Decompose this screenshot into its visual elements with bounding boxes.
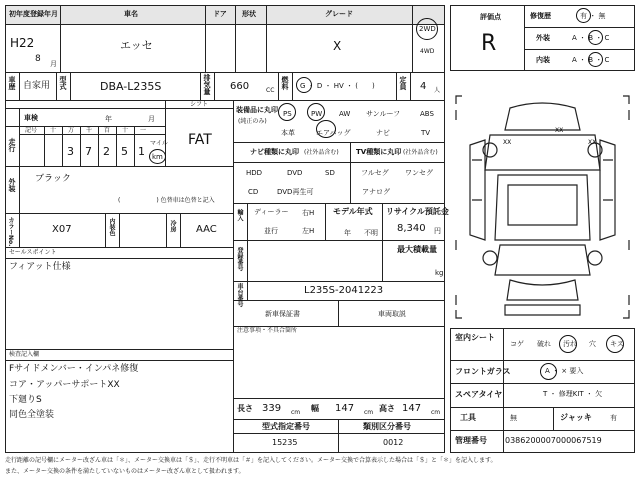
front-glass-label: フロントガラス [455, 367, 511, 376]
equipment-label: 装備品に丸印 [236, 106, 278, 114]
grade-label: グレード [325, 10, 353, 18]
unit-mile: マイル [150, 140, 168, 147]
car-name-value: エッセ [120, 39, 153, 52]
circle-exterior-b [588, 30, 603, 45]
drive-4wd: 4WD [420, 48, 435, 55]
digit-header-1: 十 [50, 127, 57, 134]
tv-sub: (社外品含む) [403, 149, 438, 156]
diagram-xx-2: XX [555, 127, 564, 134]
color-no-value: X07 [52, 224, 72, 235]
type-value: 15235 [272, 438, 298, 447]
length-label: 長さ [237, 404, 253, 413]
door-label: ドア [213, 10, 227, 18]
ext-color-label: 外装 [8, 178, 16, 192]
note-line-0: Fサイドメンバー・インパネ修復 [9, 364, 139, 374]
navi-cd: CD [248, 188, 259, 196]
notes-label: 注意事項・不具合箇所 [237, 327, 298, 334]
exterior-opts: A ・ B ・ C [572, 34, 610, 42]
circle-seat-stain [559, 335, 577, 353]
width-value: 147 [335, 403, 355, 414]
equip-airbag: エアバッグ [316, 129, 351, 137]
seat-opt-tear: 破れ [537, 340, 551, 348]
color-no-label: カラーNo. [7, 217, 14, 247]
equip-sunroof: サンルーフ [366, 110, 401, 118]
import-parallel: 並行 [264, 227, 278, 235]
circle-km [149, 149, 166, 164]
score-label: 評価点 [480, 13, 501, 21]
front-glass-opts: A ・ × 要入 [545, 367, 584, 375]
digit-value-3: 5 [121, 145, 128, 158]
tools-value: 無 [510, 414, 517, 422]
class-label: 類別区分番号 [363, 422, 411, 431]
score-value: R [481, 31, 497, 56]
fuel-label: 燃料 [281, 76, 289, 90]
seat-opt-hole: 穴 [589, 340, 596, 348]
person-unit: 人 [434, 87, 441, 94]
height-cm: cm [431, 409, 441, 416]
fuel-options: G ・ D ・ HV ・ ( ) [300, 82, 375, 90]
equip-tv: TV [421, 129, 431, 137]
interior-label: 内装 [536, 56, 550, 64]
digit-header-0: 記号 [25, 127, 38, 134]
length-cm: cm [291, 409, 301, 416]
circle-fuel-g [296, 77, 312, 93]
cooler-label: 冷房 [169, 220, 176, 232]
inspection-month: 月 [148, 115, 155, 123]
model-year-label: モデル年式 [333, 207, 373, 216]
shape-label: 形状 [242, 10, 256, 18]
dealer-label: 登録番号 [236, 247, 243, 271]
interior-color-label: 内装色 [108, 218, 115, 236]
tv-label: TV種類に丸印 [356, 148, 402, 156]
reg-label: 車歴 [8, 76, 16, 90]
shift-label: シフト [190, 101, 209, 108]
equip-abs: ABS [420, 110, 434, 118]
import-left: 左H [302, 227, 315, 235]
repair-label: 修復歴 [530, 12, 551, 20]
car-diagram [450, 90, 635, 326]
capacity-label: 定員 [399, 76, 407, 90]
equip-pw: PW [311, 110, 323, 118]
digit-value-2: 2 [103, 145, 110, 158]
ext-color-note: ( ) 色替車は色替と記入 [118, 197, 215, 204]
height-value: 147 [402, 403, 422, 414]
first-reg-label: 初年度登録年月 [9, 10, 58, 18]
diagram-xx-3: XX [588, 139, 597, 146]
cc-unit: CC [266, 87, 275, 94]
exterior-label: 外装 [536, 34, 550, 42]
digit-header-2: 万 [68, 127, 75, 134]
interior-opts: A ・ B ・ C [572, 56, 610, 64]
class-value: 0012 [383, 438, 404, 447]
note-line-2: 下廻りS [9, 395, 42, 405]
tv-fullseg: フルセグ [361, 169, 389, 177]
chassis-value: L235S-2041223 [304, 285, 384, 296]
recycle-yen: 円 [434, 227, 441, 235]
model-label: 型式 [59, 76, 67, 90]
equip-leather: 本革 [281, 129, 295, 137]
recycle-label: リサイクル預託金 [386, 207, 449, 216]
equip-ps: PS [283, 110, 292, 118]
first-reg-month: 8 [35, 54, 41, 64]
navi-dvd-play: DVD再生可 [277, 188, 314, 196]
length-value: 339 [262, 403, 282, 414]
spare-opts: T ・ 修理KIT ・ 欠 [543, 390, 603, 398]
footer-line-2: また、メーター交換の条件を満たしていないものはメーター改ざん車として扱われます。 [5, 468, 245, 475]
digit-value-4: 1 [138, 145, 145, 158]
digit-header-3: 千 [86, 127, 93, 134]
model-year-unit: 年 [344, 229, 351, 237]
digit-header-5: 十 [122, 127, 129, 134]
doc-manual: 車両取説 [378, 310, 406, 318]
ext-color-value: ブラック [35, 174, 71, 184]
chassis-label: 車台番号 [236, 283, 243, 307]
grade-value: X [333, 39, 342, 53]
drive-2wd: 2WD [419, 25, 436, 33]
sales-label: セールスポイント [9, 249, 57, 256]
diagram-xx-1: XX [503, 139, 512, 146]
digit-header-6: 一 [140, 127, 147, 134]
shift-value: FAT [188, 132, 212, 148]
sales-text: フィアット仕様 [9, 262, 71, 272]
max-load-kg: kg [435, 269, 444, 277]
seat-opt-kogare: コゲ [510, 340, 524, 348]
capacity-value: 4 [420, 81, 427, 92]
spare-label: スペアタイヤ [455, 390, 503, 399]
mileage-label: 走行 [8, 138, 16, 152]
digit-value-1: 7 [85, 145, 92, 158]
circle-seat-scratch [606, 335, 624, 353]
equip-navi: ナビ [376, 129, 390, 137]
note-line-1: コア・アッパーサポートXX [9, 380, 120, 390]
cooler-value: AAC [196, 224, 217, 235]
width-label: 幅 [311, 404, 319, 413]
tv-analog: アナログ [362, 188, 390, 196]
seat-opt-scratch: キズ [610, 340, 624, 348]
navi-label: ナビ種類に丸印 [250, 148, 299, 156]
note-line-3: 同色全塗装 [9, 410, 55, 420]
navi-hdd: HDD [246, 169, 263, 177]
digit-value-0: 3 [67, 145, 74, 158]
circle-interior-b [588, 52, 603, 67]
displacement-label: 排気量 [203, 74, 211, 95]
seat-label: 室内シート [455, 333, 495, 342]
import-dealer: ディーラー [254, 208, 289, 216]
circle-glass-a [540, 363, 557, 380]
import-label: 輸入 [236, 209, 243, 221]
car-name-label: 車名 [124, 10, 138, 18]
tv-oneseg: ワンセグ [405, 169, 433, 177]
digit-header-4: 百 [104, 127, 111, 134]
height-label: 高さ [379, 404, 395, 413]
inspection-year: 年 [105, 115, 112, 123]
unit-km: km [152, 153, 163, 161]
jack-value: 有 [610, 414, 617, 422]
tools-label: 工具 [460, 413, 476, 422]
inspection-label: 車検 [24, 114, 38, 122]
navi-dvd: DVD [287, 169, 303, 177]
repair-opts: 有 ・ 無 [580, 12, 606, 20]
recycle-value: 8,340 [397, 223, 426, 234]
seat-opt-stain: 汚れ [563, 340, 577, 348]
navi-sub: (社外品含む) [304, 149, 339, 156]
first-reg-value: H22 [10, 36, 35, 50]
equipment-sub: (純正のみ) [238, 118, 267, 125]
mgmt-value: 0386200007000067519 [505, 436, 602, 445]
displacement-value: 660 [230, 81, 250, 92]
jack-label: ジャッキ [560, 413, 592, 422]
doc-warranty: 新車保証書 [265, 310, 300, 318]
import-right: 右H [302, 209, 315, 217]
circle-repair-yes [576, 8, 591, 23]
model-value: DBA-L235S [100, 80, 162, 93]
reg-use: 自家用 [23, 81, 51, 91]
max-load-label: 最大積載量 [397, 245, 437, 254]
footer-line-1: 走行距離の記号欄にメーター改ざん車は「＊」、メーター交換車は「＄」、走行不明車は「＃」を記入してください。メーター交換で合算表示した場合は「＄」と「＊」を記入します。 [5, 457, 497, 464]
navi-sd: SD [325, 169, 335, 177]
inspector-label: 検査記入欄 [9, 351, 40, 358]
width-cm: cm [364, 409, 374, 416]
month-unit: 月 [50, 60, 57, 68]
model-year-unknown: 不明 [364, 229, 378, 237]
type-label: 型式指定番号 [262, 422, 310, 431]
mgmt-label: 管理番号 [455, 436, 487, 445]
equip-aw: AW [339, 110, 351, 118]
